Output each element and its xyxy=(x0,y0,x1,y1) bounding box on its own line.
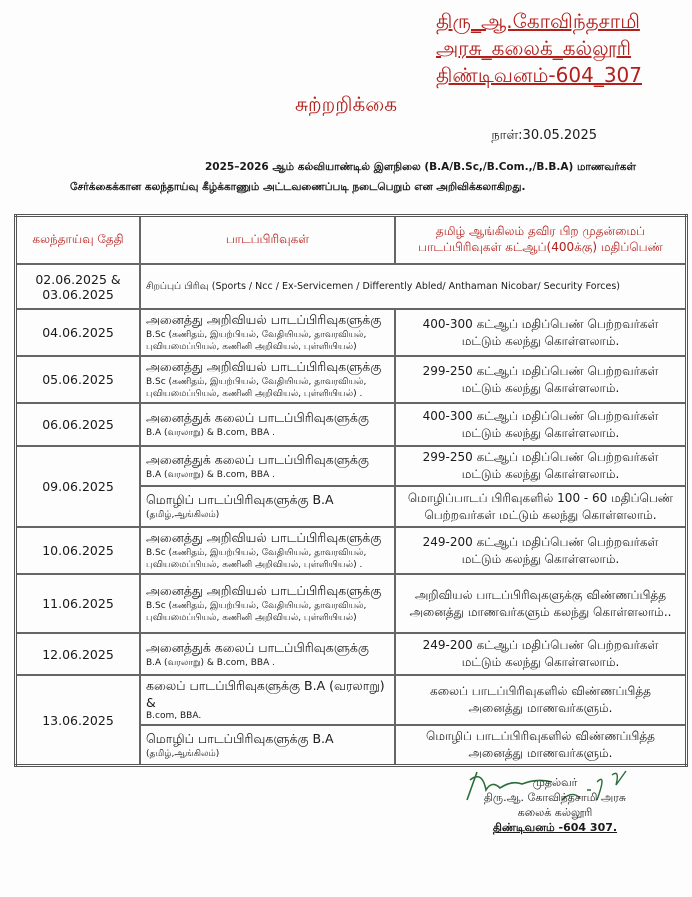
subjects-detail: B.com, BBA. xyxy=(146,711,202,721)
subjects-cell xyxy=(140,725,395,766)
cutoff-cell: மொழிப் பாடப்பிரிவுகளில் விண்ணப்பித்த அனைத்து மாணவர்களும். xyxy=(395,725,687,766)
subjects-cell xyxy=(140,675,395,725)
date-cell: 10.06.2025 xyxy=(16,527,141,574)
subjects-cell xyxy=(140,633,395,675)
date-cell: 11.06.2025 xyxy=(16,574,141,633)
subjects-cell xyxy=(140,446,395,486)
table-header-row xyxy=(16,216,687,265)
subjects-main: அனைத்து அறிவியல் பாடப்பிரிவுகளுக்கு xyxy=(146,583,382,598)
subjects-detail: B.A (வரலாறு) & B.com, BBA . xyxy=(146,657,275,668)
subjects-detail: B.Sc (கணிதம், இயற்பியல், வேதியியல், தாவரவியல், புவியமைப்பியல், கணினி அறிவியல், புள்ளியியல்) . xyxy=(146,377,367,399)
cutoff-cell: 249-200 கட்ஆப் மதிப்பெண் பெற்றவர்கள் மட்டும் கலந்து கொள்ளலாம். xyxy=(395,527,687,574)
date-cell: 09.06.2025 xyxy=(16,446,141,527)
cutoff-cell: கலைப் பாடப்பிரிவுகளில் விண்ணப்பித்த அனைத்து மாணவர்களும். xyxy=(395,675,687,725)
principal-signature-block xyxy=(470,775,640,835)
intro-line: சேர்க்கைக்கான கலந்தாய்வு கீழ்க்காணும் அட்டவணைப்படி நடைபெறும் என அறிவிக்கலாகிறது. xyxy=(70,181,526,193)
subjects-cell xyxy=(140,356,395,403)
cutoff-cell: மொழிப்பாடப் பிரிவுகளில் 100 - 60 மதிப்பெண் பெற்றவர்கள் மட்டும் கலந்து கொள்ளலாம். xyxy=(395,486,687,527)
college-header xyxy=(436,8,642,89)
special-category-cell: சிறப்புப் பிரிவு (Sports / Ncc / Ex-Servicemen / Differently Abled/ Anthaman Nicobar/ Security Forces) xyxy=(140,264,687,309)
subjects-detail: B.A (வரலாறு) & B.com, BBA . xyxy=(146,428,275,438)
subjects-cell xyxy=(140,486,395,527)
date-cell: 06.06.2025 xyxy=(16,403,141,446)
subjects-cell xyxy=(140,574,395,633)
sig-line: கலைக் கல்லூரி xyxy=(517,806,593,819)
notice-date: நாள்:30.05.2025 xyxy=(491,128,597,143)
sig-line: திரு.ஆ. கோவிந்தசாமி அரசு xyxy=(483,791,627,804)
table-row xyxy=(16,309,687,356)
cutoff-cell: 249-200 கட்ஆப் மதிப்பெண் பெற்றவர்கள் மட்டும் கலந்து கொள்ளலாம். xyxy=(395,633,687,675)
subjects-main: கலைப் பாடப்பிரிவுகளுக்கு B.A (வரலாறு) & xyxy=(146,678,385,710)
header-line: திண்டிவனம்-604_307 xyxy=(436,63,642,87)
page-title: சுற்றறிக்கை xyxy=(295,92,397,116)
subjects-main: அனைத்து அறிவியல் பாடப்பிரிவுகளுக்கு xyxy=(146,530,382,545)
date-cell: 13.06.2025 xyxy=(16,675,141,766)
subjects-detail: B.A (வரலாறு) & B.com, BBA . xyxy=(146,469,275,480)
cutoff-cell: 299-250 கட்ஆப் மதிப்பெண் பெற்றவர்கள் மட்டும் கலந்து கொள்ளலாம். xyxy=(395,356,687,403)
subjects-detail: B.Sc (கணிதம், இயற்பியல், வேதியியல், தாவரவியல், புவியமைப்பியல், கணினி அறிவியல், புள்ளியியல்) xyxy=(146,330,367,352)
cutoff-cell: அறிவியல் பாடப்பிரிவுகளுக்கு விண்ணப்பித்த அனைத்து மாணவர்களும் கலந்து கொள்ளலாம்.. xyxy=(395,574,687,633)
table-row xyxy=(16,574,687,633)
subjects-main: அனைத்துக் கலைப் பாடப்பிரிவுகளுக்கு xyxy=(146,410,369,425)
table-row xyxy=(16,527,687,574)
sig-line: திண்டிவனம் -604 307. xyxy=(492,821,618,834)
subjects-main: அனைத்துக் கலைப் பாடப்பிரிவுகளுக்கு xyxy=(146,639,369,655)
subjects-cell xyxy=(140,309,395,356)
subjects-main: அனைத்து அறிவியல் பாடப்பிரிவுகளுக்கு xyxy=(146,359,382,374)
intro-text xyxy=(70,157,662,197)
header-line: திரு_ஆ.கோவிந்தசாமி xyxy=(436,9,640,33)
counselling-schedule-table xyxy=(14,214,688,767)
subjects-cell xyxy=(140,527,395,574)
subjects-detail: B.Sc (கணிதம், இயற்பியல், வேதியியல், தாவரவியல், புவியமைப்பியல், கணினி அறிவியல், புள்ளியியல்) . xyxy=(146,548,367,570)
subjects-main: அனைத்துக் கலைப் பாடப்பிரிவுகளுக்கு xyxy=(146,451,369,467)
date-cell: 12.06.2025 xyxy=(16,633,141,675)
table-row xyxy=(16,356,687,403)
sig-line: முதல்வர் xyxy=(532,776,578,789)
header-line: அரசு_கலைக்_கல்லூரி xyxy=(436,36,632,60)
date-cell: 05.06.2025 xyxy=(16,356,141,403)
subjects-cell xyxy=(140,403,395,446)
header-date: கலந்தாய்வு தேதி xyxy=(16,216,141,265)
subjects-main: அனைத்து அறிவியல் பாடப்பிரிவுகளுக்கு xyxy=(146,312,382,327)
subjects-detail: B.Sc (கணிதம், இயற்பியல், வேதியியல், தாவரவியல், புவியமைப்பியல், கணினி அறிவியல், புள்ளியியல்) xyxy=(146,601,367,623)
cutoff-cell: 400-300 கட்ஆப் மதிப்பெண் பெற்றவர்கள் மட்டும் கலந்து கொள்ளலாம். xyxy=(395,403,687,446)
table-row xyxy=(16,675,687,725)
subjects-main: மொழிப் பாடப்பிரிவுகளுக்கு B.A xyxy=(146,492,334,507)
intro-line: 2025–2026 ஆம் கல்வியாண்டில் இளநிலை (B.A/B.Sc,/B.Com.,/B.B.A) மாணவர்கள் xyxy=(205,161,636,173)
date-cell: 02.06.2025 & 03.06.2025 xyxy=(16,264,141,309)
cutoff-cell: 299-250 கட்ஆப் மதிப்பெண் பெற்றவர்கள் மட்டும் கலந்து கொள்ளலாம். xyxy=(395,446,687,486)
cutoff-cell: 400-300 கட்ஆப் மதிப்பெண் பெற்றவர்கள் மட்டும் கலந்து கொள்ளலாம். xyxy=(395,309,687,356)
table-row xyxy=(16,264,687,309)
subjects-detail: (தமிழ்,ஆங்கிலம்) xyxy=(146,510,220,520)
subjects-main: மொழிப் பாடப்பிரிவுகளுக்கு B.A xyxy=(146,730,334,746)
date-cell: 04.06.2025 xyxy=(16,309,141,356)
table-row xyxy=(16,633,687,675)
table-row xyxy=(16,403,687,446)
subjects-detail: (தமிழ்,ஆங்கிலம்) xyxy=(146,748,220,759)
header-cutoff: தமிழ் ஆங்கிலம் தவிர பிற முதன்மைப் பாடப்பிரிவுகள் கட்ஆப்(400க்கு) மதிப்பெண் xyxy=(395,216,687,265)
table-row xyxy=(16,446,687,486)
header-subjects: பாடப்பிரிவுகள் xyxy=(140,216,395,265)
